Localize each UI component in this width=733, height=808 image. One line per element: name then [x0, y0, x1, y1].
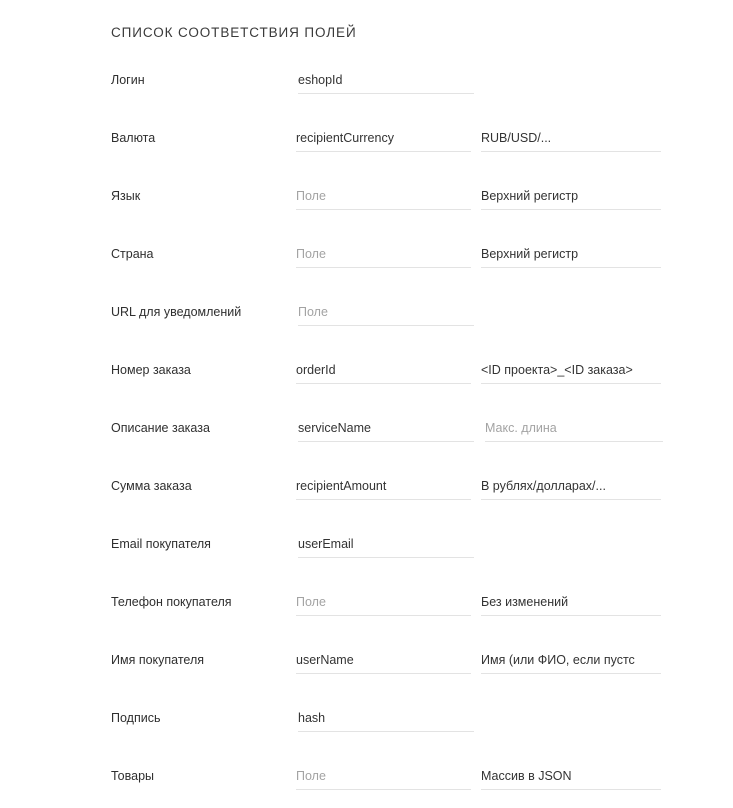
notification-url-field-input[interactable] [298, 298, 474, 326]
row-label-order-amount: Сумма заказа [111, 479, 192, 493]
country-field-input[interactable] [296, 240, 471, 268]
section-title: СПИСОК СООТВЕТСТВИЯ ПОЛЕЙ [111, 25, 357, 40]
signature-field-input[interactable] [298, 704, 474, 732]
row-label-currency: Валюта [111, 131, 156, 145]
row-customer-name [0, 652, 733, 692]
row-login [0, 72, 733, 112]
row-currency [0, 130, 733, 170]
row-label-customer-phone: Телефон покупателя [111, 595, 232, 609]
row-label-login: Логин [111, 73, 145, 87]
row-customer-email [0, 536, 733, 576]
language-field-input[interactable] [296, 182, 471, 210]
currency-field-input[interactable] [296, 124, 471, 152]
products-format-input[interactable] [481, 762, 661, 790]
customer-phone-format-input[interactable] [481, 588, 661, 616]
row-label-products: Товары [111, 769, 154, 783]
row-label-order-description: Описание заказа [111, 421, 210, 435]
currency-format-input[interactable] [481, 124, 661, 152]
row-notification-url [0, 304, 733, 344]
order-description-field-input[interactable] [298, 414, 474, 442]
row-signature [0, 710, 733, 750]
login-field-input[interactable] [298, 66, 474, 94]
language-format-input[interactable] [481, 182, 661, 210]
order-amount-field-input[interactable] [296, 472, 471, 500]
row-customer-phone [0, 594, 733, 634]
row-label-signature: Подпись [111, 711, 161, 725]
row-label-notification-url: URL для уведомлений [111, 305, 242, 319]
order-amount-format-input[interactable] [481, 472, 661, 500]
order-description-maxlength-input[interactable] [485, 414, 663, 442]
row-label-customer-name: Имя покупателя [111, 653, 205, 667]
order-number-field-input[interactable] [296, 356, 471, 384]
row-order-amount [0, 478, 733, 518]
row-country [0, 246, 733, 286]
customer-name-field-input[interactable] [296, 646, 471, 674]
row-label-order-number: Номер заказа [111, 363, 191, 377]
row-order-description [0, 420, 733, 460]
row-label-country: Страна [111, 247, 154, 261]
row-products [0, 768, 733, 808]
country-format-input[interactable] [481, 240, 661, 268]
row-label-customer-email: Email покупателя [111, 537, 211, 551]
row-language [0, 188, 733, 228]
customer-name-format-input[interactable] [481, 646, 661, 674]
customer-email-field-input[interactable] [298, 530, 474, 558]
row-label-language: Язык [111, 189, 141, 203]
customer-phone-field-input[interactable] [296, 588, 471, 616]
products-field-input[interactable] [296, 762, 471, 790]
row-order-number [0, 362, 733, 402]
order-number-format-input[interactable] [481, 356, 661, 384]
